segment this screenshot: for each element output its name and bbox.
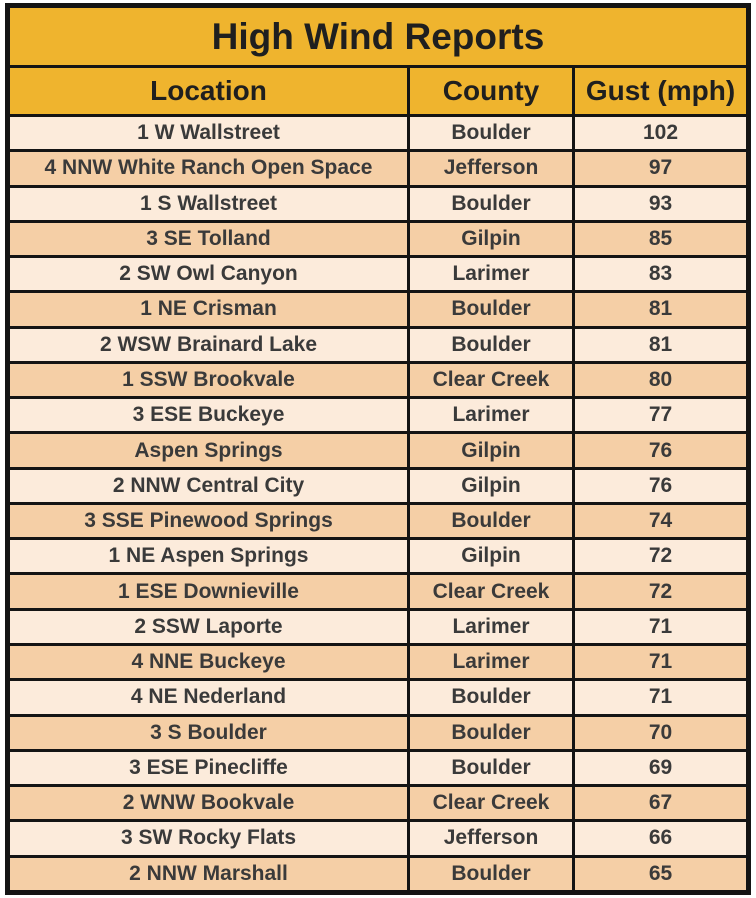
location-cell: 1 S Wallstreet — [10, 188, 407, 220]
location-cell: 3 SSE Pinewood Springs — [10, 505, 407, 537]
gust-cell: 76 — [575, 470, 746, 502]
table-row — [10, 152, 746, 184]
gust-cell: 83 — [575, 258, 746, 290]
county-cell: Clear Creek — [410, 787, 572, 819]
location-cell: 3 SE Tolland — [10, 223, 407, 255]
location-cell: 1 W Wallstreet — [10, 117, 407, 149]
location-cell: 3 SW Rocky Flats — [10, 822, 407, 854]
location-cell: 1 NE Aspen Springs — [10, 540, 407, 572]
gust-cell: 81 — [575, 329, 746, 361]
high-wind-reports-table — [5, 3, 751, 895]
gust-cell: 66 — [575, 822, 746, 854]
table-row — [10, 575, 746, 607]
table-row — [10, 787, 746, 819]
county-cell: Gilpin — [410, 434, 572, 466]
table-row — [10, 399, 746, 431]
table-row — [10, 540, 746, 572]
gust-cell: 67 — [575, 787, 746, 819]
location-cell: 4 NNE Buckeye — [10, 646, 407, 678]
table-row — [10, 117, 746, 149]
gust-cell: 72 — [575, 540, 746, 572]
table-row — [10, 293, 746, 325]
column-header-gust: Gust (mph) — [575, 68, 746, 114]
gust-cell: 65 — [575, 858, 746, 890]
gust-cell: 71 — [575, 611, 746, 643]
gust-cell: 80 — [575, 364, 746, 396]
county-cell: Larimer — [410, 611, 572, 643]
county-cell: Boulder — [410, 681, 572, 713]
gust-cell: 70 — [575, 717, 746, 749]
location-cell: 2 NNW Marshall — [10, 858, 407, 890]
gust-cell: 74 — [575, 505, 746, 537]
county-cell: Jefferson — [410, 822, 572, 854]
table-row — [10, 329, 746, 361]
gust-cell: 102 — [575, 117, 746, 149]
table-header-row — [10, 68, 746, 114]
county-cell: Gilpin — [410, 223, 572, 255]
location-cell: 1 ESE Downieville — [10, 575, 407, 607]
county-cell: Boulder — [410, 293, 572, 325]
gust-cell: 76 — [575, 434, 746, 466]
location-cell: 2 WSW Brainard Lake — [10, 329, 407, 361]
county-cell: Clear Creek — [410, 575, 572, 607]
county-cell: Gilpin — [410, 540, 572, 572]
gust-cell: 69 — [575, 752, 746, 784]
gust-cell: 72 — [575, 575, 746, 607]
table-row — [10, 752, 746, 784]
gust-cell: 97 — [575, 152, 746, 184]
table-row — [10, 258, 746, 290]
location-cell: 1 SSW Brookvale — [10, 364, 407, 396]
county-cell: Boulder — [410, 188, 572, 220]
county-cell: Gilpin — [410, 470, 572, 502]
county-cell: Boulder — [410, 117, 572, 149]
table-row — [10, 188, 746, 220]
location-cell: 2 WNW Bookvale — [10, 787, 407, 819]
county-cell: Larimer — [410, 399, 572, 431]
county-cell: Boulder — [410, 858, 572, 890]
table-row — [10, 364, 746, 396]
table-row — [10, 611, 746, 643]
county-cell: Larimer — [410, 258, 572, 290]
gust-cell: 71 — [575, 646, 746, 678]
county-cell: Jefferson — [410, 152, 572, 184]
location-cell: 4 NNW White Ranch Open Space — [10, 152, 407, 184]
gust-cell: 77 — [575, 399, 746, 431]
county-cell: Boulder — [410, 505, 572, 537]
county-cell: Boulder — [410, 752, 572, 784]
county-cell: Larimer — [410, 646, 572, 678]
table-row — [10, 470, 746, 502]
table-row — [10, 822, 746, 854]
column-header-county: County — [410, 68, 572, 114]
table-row — [10, 223, 746, 255]
table-row — [10, 646, 746, 678]
county-cell: Boulder — [410, 717, 572, 749]
table-row — [10, 858, 746, 890]
location-cell: 4 NE Nederland — [10, 681, 407, 713]
location-cell: 2 SSW Laporte — [10, 611, 407, 643]
location-cell: 3 S Boulder — [10, 717, 407, 749]
table-row — [10, 434, 746, 466]
location-cell: 3 ESE Buckeye — [10, 399, 407, 431]
location-cell: 1 NE Crisman — [10, 293, 407, 325]
location-cell: 3 ESE Pinecliffe — [10, 752, 407, 784]
location-cell: 2 SW Owl Canyon — [10, 258, 407, 290]
table-row — [10, 717, 746, 749]
gust-cell: 81 — [575, 293, 746, 325]
table-body — [10, 117, 746, 890]
gust-cell: 93 — [575, 188, 746, 220]
column-header-location: Location — [10, 68, 407, 114]
county-cell: Boulder — [410, 329, 572, 361]
table-row — [10, 681, 746, 713]
gust-cell: 85 — [575, 223, 746, 255]
table-row — [10, 505, 746, 537]
location-cell: 2 NNW Central City — [10, 470, 407, 502]
page-title: High Wind Reports — [10, 8, 746, 65]
county-cell: Clear Creek — [410, 364, 572, 396]
location-cell: Aspen Springs — [10, 434, 407, 466]
gust-cell: 71 — [575, 681, 746, 713]
